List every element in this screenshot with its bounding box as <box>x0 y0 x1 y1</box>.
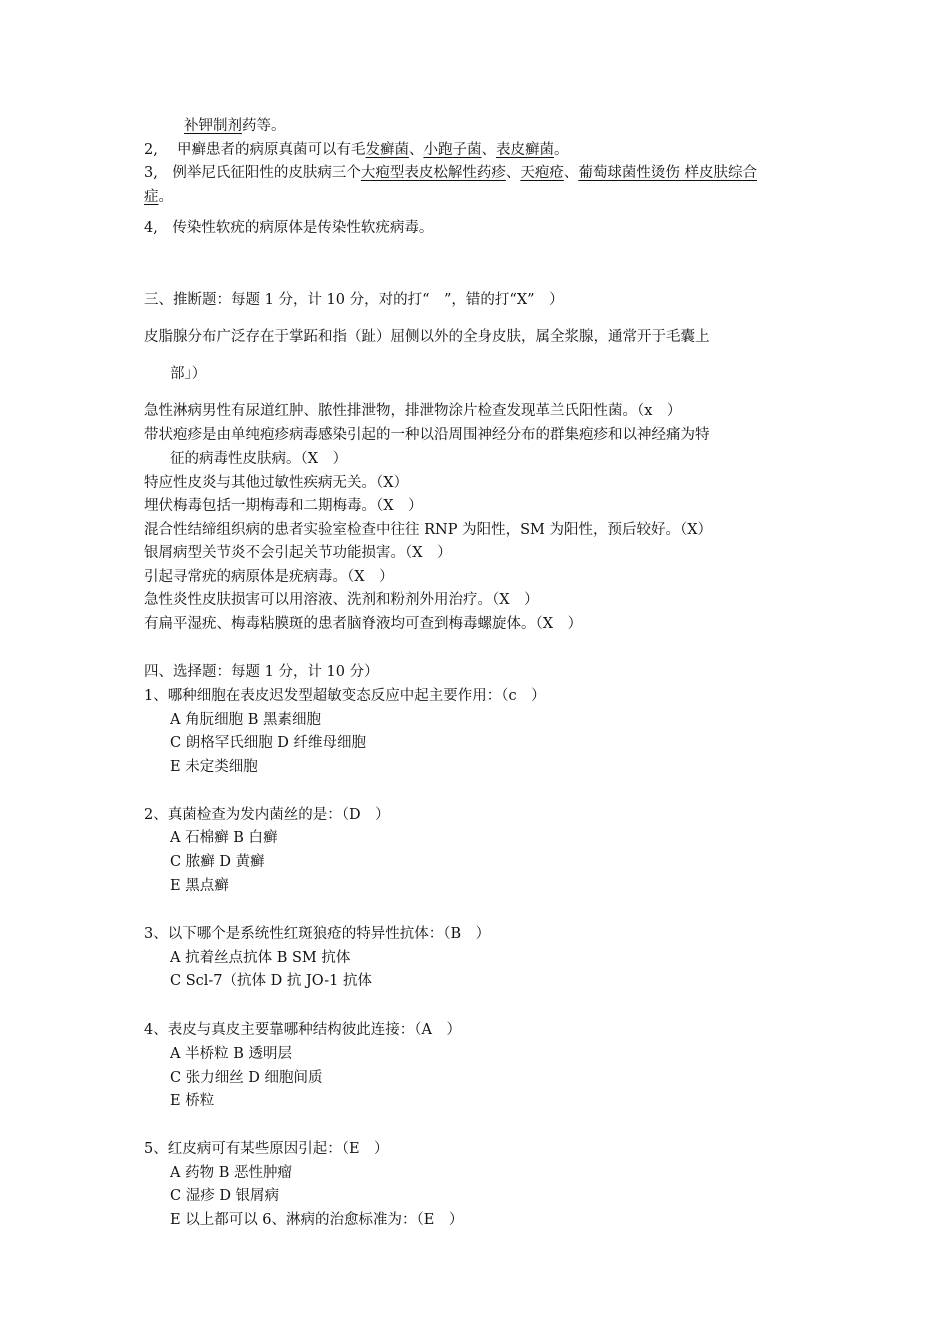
fill-answer: 大疱型表皮松解性药疹 <box>360 165 506 181</box>
question-option: E 桥粒 <box>170 1093 215 1109</box>
judgment-item: 埋伏梅毒包括一期梅毒和二期梅毒。（X ） <box>144 498 423 514</box>
fill-answer: 症 <box>144 189 159 205</box>
fill-text: 、 <box>408 142 424 158</box>
fill-text: 2, 甲癣患者的病原真菌可以有毛 <box>144 142 366 158</box>
judgment-item: 带状疱疹是由单纯疱疹病毒感染引起的一种以沿周围神经分布的群集疱疹和以神经痛为特 <box>144 427 710 443</box>
question-stem: 5、红皮病可有某些原因引起：（E ） <box>144 1141 389 1157</box>
fill-line-1 <box>184 116 286 136</box>
judgment-item: 有扁平湿疣、梅毒粘膜斑的患者脑脊液均可查到梅毒螺旋体。（X ） <box>144 616 583 632</box>
judgment-item: 混合性结缔组织病的患者实验室检查中往往 RNP 为阳性，SM 为阳性，预后较好。（X） <box>144 522 713 538</box>
judgment-item-cont: 部」） <box>170 366 207 382</box>
fill-text: 、 <box>481 142 496 158</box>
fill-answer: 表皮癣菌 <box>495 142 554 158</box>
question-option: C 朗格罕氏细胞 D 纤维母细胞 <box>170 735 367 751</box>
question-option: A 半桥粒 B 透明层 <box>170 1046 292 1062</box>
judgment-item: 银屑病型关节炎不会引起关节功能损害。（X ） <box>144 545 452 561</box>
judgment-item: 皮脂腺分布广泛存在于掌跖和指（趾）屈侧以外的全身皮肤，属全浆腺，通常开于毛囊上 <box>144 329 710 345</box>
question-option: C 脓癣 D 黄癣 <box>170 854 265 870</box>
question-option: E 以上都可以 6、淋病的治愈标准为：（E ） <box>170 1212 464 1228</box>
fill-text: 、 <box>563 165 579 181</box>
question-option: C 湿疹 D 银屑病 <box>170 1188 280 1204</box>
fill-text: 。 <box>158 189 173 205</box>
fill-question-3-cont <box>144 187 173 207</box>
question-stem: 1、哪种细胞在表皮迟发型超敏变态反应中起主要作用：（c ） <box>144 688 546 704</box>
question-stem: 4、表皮与真皮主要靠哪种结构彼此连接：（A ） <box>144 1022 461 1038</box>
judgment-item: 引起寻常疣的病原体是疣病毒。（X ） <box>144 569 394 585</box>
question-stem: 2、真菌检查为发内菌丝的是：（D ） <box>144 807 390 823</box>
question-option: E 未定类细胞 <box>170 759 258 775</box>
judgment-item: 特应性皮炎与其他过敏性疾病无关。（X） <box>144 475 409 491</box>
question-option: A 药物 B 恶性肿瘤 <box>170 1165 292 1181</box>
fill-answer: 天疱疮 <box>520 165 564 181</box>
question-option: C 张力细丝 D 细胞间质 <box>170 1070 323 1086</box>
question-option: C Scl-7（抗体 D 抗 JO-1 抗体 <box>170 973 372 989</box>
fill-question-2 <box>144 140 568 160</box>
fill-answer: 小跑子菌 <box>423 142 482 158</box>
fill-question-3 <box>144 163 757 183</box>
fill-text: 、 <box>505 165 521 181</box>
fill-text: 。 <box>553 142 569 158</box>
fill-answer: 发癣菌 <box>365 142 409 158</box>
question-stem: 3、以下哪个是系统性红斑狼疮的特异性抗体：（B ） <box>144 926 491 942</box>
fill-text: 3, 例举尼氏征阳性的皮肤病三个 <box>144 165 361 181</box>
section-heading-choice: 四、选择题：每题 1 分，计 10 分） <box>144 664 379 680</box>
fill-question-4: 4, 传染性软疣的病原体是传染性软疣病毒。 <box>144 220 434 236</box>
fill-answer: 葡萄球菌性烫伤 样皮肤综合 <box>578 165 757 181</box>
fill-text: 药等。 <box>242 118 286 134</box>
judgment-item: 急性淋病男性有尿道红肿、脓性排泄物，排泄物涂片检查发现革兰氏阳性菌。（x ） <box>144 403 682 419</box>
question-option: A 抗着丝点抗体 B SM 抗体 <box>170 950 351 966</box>
fill-answer: 补钾制剂 <box>184 118 242 134</box>
question-option: A 石棉癣 B 白癣 <box>170 830 278 846</box>
question-option: E 黑点癣 <box>170 878 229 894</box>
judgment-item: 急性炎性皮肤损害可以用溶液、洗剂和粉剂外用治疗。（X ） <box>144 592 539 608</box>
question-option: A 角朊细胞 B 黑素细胞 <box>170 712 321 728</box>
section-heading-judgment: 三、推断题：每题 1 分，计 10 分，对的打“ ”，错的打“X” ） <box>144 292 564 308</box>
judgment-item-cont: 征的病毒性皮肤病。（X ） <box>170 451 348 467</box>
